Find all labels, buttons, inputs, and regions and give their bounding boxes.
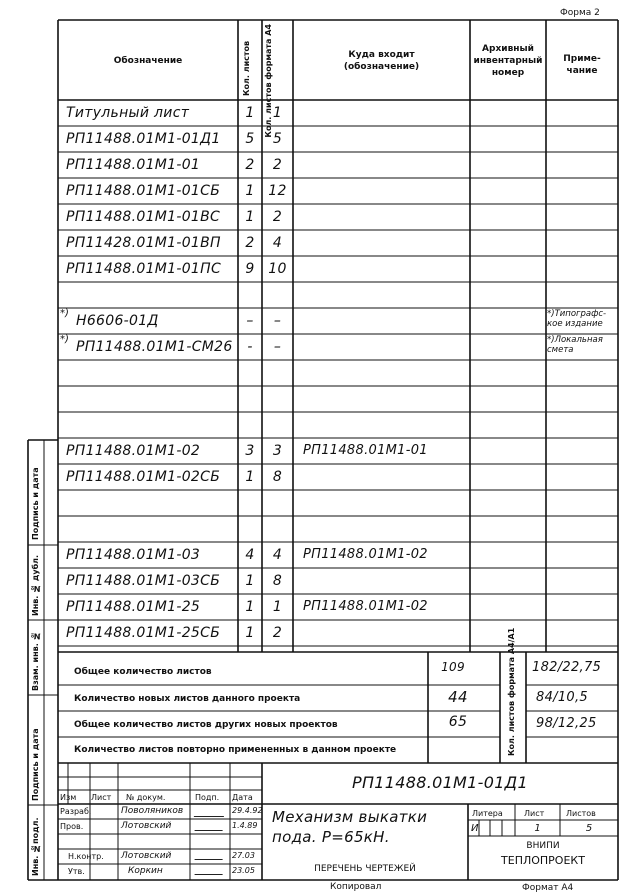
row-used-in: РП11488.01М1-01 xyxy=(303,443,428,458)
row-sheets: 1 xyxy=(245,469,255,485)
table-row xyxy=(58,308,618,334)
table-row xyxy=(58,386,618,412)
other-a4: 98/12,25 xyxy=(536,716,597,731)
row-designation: РП11488.01М1-03СБ xyxy=(66,573,221,589)
row-used-in: РП11488.01М1-02 xyxy=(303,599,428,614)
tb-head-change: Изм xyxy=(60,793,77,802)
table-row xyxy=(58,126,618,152)
table-row xyxy=(58,178,618,204)
header-archive-3: номер xyxy=(491,68,525,78)
row-designation: РП11488.01М1-03 xyxy=(66,547,201,563)
row-designation: РП11488.01М1-02 xyxy=(66,443,201,459)
tb-role-checked: Пров. xyxy=(60,822,84,831)
table-row xyxy=(58,334,618,360)
sheet-value: 1 xyxy=(534,823,541,834)
sheets-value: 5 xyxy=(585,823,593,834)
header-used-in-2: (обозначение) xyxy=(343,62,420,72)
tb-head-sheet: Лист xyxy=(91,793,112,802)
tb-sign-developed xyxy=(194,810,227,817)
row-sheets-a4: 10 xyxy=(268,261,287,277)
tb-sign-norm xyxy=(194,853,225,860)
table-row xyxy=(58,464,618,490)
row-sheets-a4: 8 xyxy=(272,469,283,485)
row-designation: РП11488.01М1-01 xyxy=(66,157,201,173)
doc-type: ПЕРЕЧЕНЬ ЧЕРТЕЖЕЙ xyxy=(314,864,416,874)
tb-name-developed: Поволяников xyxy=(121,806,184,816)
row-designation: РП11488.01М1-25СБ xyxy=(66,625,221,641)
row-designation: РП11488.01М1-01ВС xyxy=(66,209,221,225)
row-used-in: РП11488.01М1-02 xyxy=(303,547,428,562)
org-line-2: ТЕПЛОПРОЕКТ xyxy=(501,854,585,867)
row-designation: РП11488.01М1-25 xyxy=(66,599,201,615)
row-sheets: 1 xyxy=(245,599,255,615)
row-sheets: 2 xyxy=(245,235,255,251)
row-sheets: 1 xyxy=(245,625,255,641)
row-designation: РП11488.01М1-СМ26 xyxy=(76,339,233,355)
form-label: Форма 2 xyxy=(560,8,600,18)
new-value: 44 xyxy=(448,688,468,706)
row-sheets: 3 xyxy=(245,443,255,459)
total-label: Общее количество листов xyxy=(74,667,212,677)
new-label: Количество новых листов данного проекта xyxy=(74,694,301,704)
title-line-1: Механизм выкатки xyxy=(272,808,428,826)
row-sheets: 5 xyxy=(245,131,255,147)
row-mark: *) xyxy=(60,334,69,345)
row-sheets-a4: 2 xyxy=(272,625,283,641)
tb-role-approved: Утв. xyxy=(68,867,85,876)
row-designation: РП11488.01М1-02СБ xyxy=(66,469,221,485)
total-value: 109 xyxy=(441,660,465,674)
row-sheets-a4: – xyxy=(273,313,282,329)
row-sheets: 4 xyxy=(245,547,255,563)
sheet-label: Лист xyxy=(524,809,545,818)
header-archive-1: Архивный xyxy=(482,44,534,54)
row-sheets-a4: 8 xyxy=(272,573,283,589)
other-label: Общее количество листов других новых проектов xyxy=(74,720,338,730)
row-sheets: 2 xyxy=(245,157,255,173)
tb-sign-checked xyxy=(194,824,225,831)
reused-label: Количество листов повторно примененных в данном проекте xyxy=(74,745,397,755)
row-sheets-a4: 4 xyxy=(272,235,283,251)
tb-head-doc: № докум. xyxy=(126,793,166,802)
tb-head-date: Дата xyxy=(232,793,253,802)
table-row xyxy=(58,438,618,464)
document-code: РП11488.01М1-01Д1 xyxy=(352,773,528,792)
row-designation: Н6606-01Д xyxy=(76,313,159,329)
row-sheets: – xyxy=(246,313,254,329)
tb-name-approved: Коркин xyxy=(128,866,163,876)
row-note: *)Типографс-кое издание xyxy=(547,309,607,329)
table-row xyxy=(58,256,618,282)
header-archive-2: инвентарный xyxy=(473,56,543,66)
row-designation: РП11488.01М1-01ПС xyxy=(66,261,222,277)
row-sheets: - xyxy=(247,339,253,355)
row-designation: РП11488.01М1-01СБ xyxy=(66,183,221,199)
header-sheets: Кол. листов xyxy=(242,40,251,96)
total-a4: 182/22,75 xyxy=(532,660,602,675)
side-dup-inv: Инв. № дубл. xyxy=(31,554,40,616)
side-sign-date-bottom: Подпись и дата xyxy=(31,728,40,801)
row-designation: Титульный лист xyxy=(66,105,190,121)
header-used-in-1: Куда входит xyxy=(348,50,415,60)
tb-date-approved: 23.05 xyxy=(232,866,255,875)
side-orig-inv: Инв. №подл. xyxy=(31,817,40,876)
header-note-2: чание xyxy=(566,66,598,76)
title-line-2: пода. Р=65кН. xyxy=(272,828,390,846)
side-instead-inv: Взам. инв. № xyxy=(31,631,40,691)
table-row xyxy=(58,490,618,516)
tb-role-norm: Н.контр. xyxy=(68,852,104,861)
row-sheets-a4: 5 xyxy=(272,131,283,147)
table-row xyxy=(58,542,618,568)
row-designation: РП11488.01М1-01Д1 xyxy=(66,131,221,147)
header-sheets-a4-text: Кол. листов формата А4 xyxy=(264,24,273,138)
table-row xyxy=(58,230,618,256)
a4-vertical-label: Кол. листов формата А4/А1 xyxy=(507,627,516,756)
header-sheets-a4 xyxy=(264,24,276,138)
tb-name-norm: Лотовский xyxy=(121,851,172,861)
header-note-1: Приме- xyxy=(563,54,601,64)
tb-role-developed: Разраб. xyxy=(60,807,92,816)
other-value: 65 xyxy=(448,714,468,730)
row-sheets: 1 xyxy=(245,105,255,121)
tb-head-sign: Подп. xyxy=(195,793,220,802)
row-sheets-a4: 2 xyxy=(272,157,283,173)
table-row xyxy=(58,204,618,230)
table-row xyxy=(58,568,618,594)
table-row xyxy=(58,152,618,178)
table-row xyxy=(58,620,618,646)
table-row xyxy=(58,282,618,308)
row-sheets-a4: 4 xyxy=(272,547,283,563)
tb-date-norm: 27.03 xyxy=(232,851,255,860)
footer-copied: Копировал xyxy=(330,882,382,892)
table-row xyxy=(58,100,618,126)
litera-value: И xyxy=(471,823,479,834)
sheets-label: Листов xyxy=(566,809,596,818)
row-sheets-a4: 1 xyxy=(272,105,283,121)
row-sheets-a4: 1 xyxy=(272,599,283,615)
tb-name-checked: Лотовский xyxy=(121,821,172,831)
row-designation: РП11428.01М1-01ВП xyxy=(66,235,221,251)
litera-label: Литера xyxy=(472,809,503,818)
org-line-1: ВНИПИ xyxy=(526,841,560,851)
row-sheets: 1 xyxy=(245,209,255,225)
row-sheets-a4: 12 xyxy=(268,183,287,199)
row-sheets: 1 xyxy=(245,183,255,199)
tb-sign-approved xyxy=(194,868,225,875)
row-sheets: 9 xyxy=(245,261,255,277)
row-sheets-a4: – xyxy=(273,339,282,355)
tb-date-developed: 29.4.92 xyxy=(232,806,263,815)
row-mark: *) xyxy=(60,308,69,319)
row-sheets-a4: 2 xyxy=(272,209,283,225)
row-sheets-a4: 3 xyxy=(272,443,283,459)
row-note: *)Локальная смета xyxy=(547,335,603,355)
side-sign-date-top: Подпись и дата xyxy=(31,467,40,540)
new-a4: 84/10,5 xyxy=(536,690,588,705)
table-row xyxy=(58,594,618,620)
table-row xyxy=(58,360,618,386)
tb-date-checked: 1.4.89 xyxy=(232,821,258,830)
row-sheets: 1 xyxy=(245,573,255,589)
header-designation: Обозначение xyxy=(113,56,183,66)
footer-format: Формат А4 xyxy=(522,883,574,893)
